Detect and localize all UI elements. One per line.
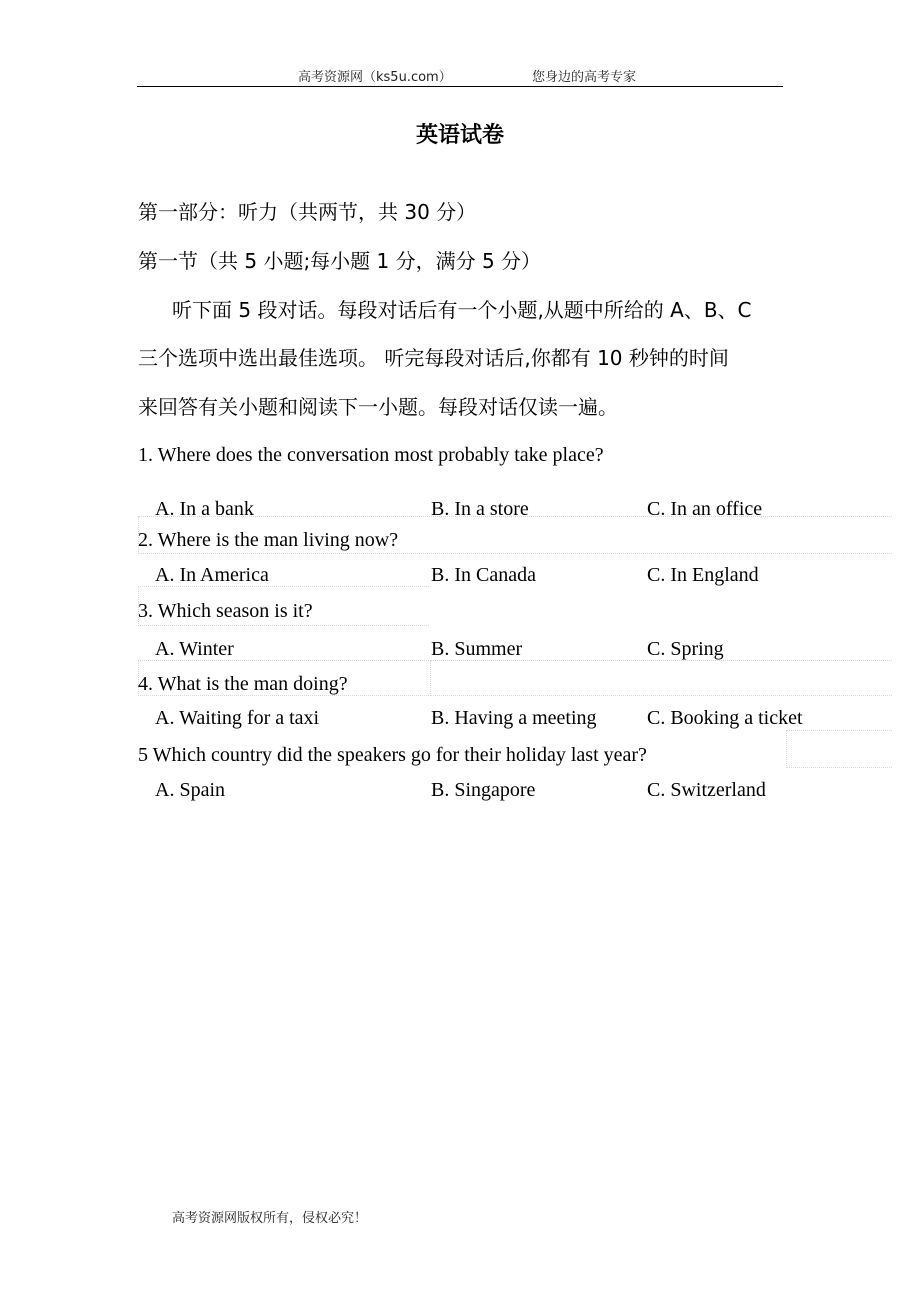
question-2-option-c: C. In England bbox=[647, 564, 759, 586]
question-1-option-b: B. In a store bbox=[431, 498, 529, 520]
header-site-name: 高考资源网（ks5u.com） bbox=[298, 70, 452, 85]
part-heading: 第一部分：听力（共两节，共 30 分） bbox=[138, 200, 477, 224]
question-5: 5 Which country did the speakers go for their holiday last year? bbox=[138, 744, 647, 766]
page-footer: 高考资源网版权所有，侵权必究！ bbox=[172, 1211, 368, 1226]
subsection-heading: 第一节（共 5 小题;每小题 1 分，满分 5 分） bbox=[138, 249, 542, 273]
question-3-option-c: C. Spring bbox=[647, 638, 724, 660]
question-2-option-b: B. In Canada bbox=[431, 564, 536, 586]
question-4: 4. What is the man doing? bbox=[138, 673, 348, 695]
instruction-line-2: 三个选项中选出最佳选项。 听完每段对话后,你都有 10 秒钟的时间 bbox=[138, 346, 729, 370]
exam-title: 英语试卷 bbox=[415, 123, 504, 148]
question-3-option-a: A. Winter bbox=[155, 638, 234, 660]
question-3: 3. Which season is it? bbox=[138, 600, 313, 622]
table-border bbox=[430, 660, 892, 696]
table-border bbox=[786, 730, 892, 768]
question-2-option-a: A. In America bbox=[155, 564, 269, 586]
question-2: 2. Where is the man living now? bbox=[138, 529, 399, 551]
question-4-option-c: C. Booking a ticket bbox=[647, 707, 803, 729]
question-1-option-c: C. In an office bbox=[647, 498, 763, 520]
question-3-option-b: B. Summer bbox=[431, 638, 523, 660]
question-1: 1. Where does the conversation most probably take place? bbox=[138, 444, 604, 466]
header-slogan: 您身边的高考专家 bbox=[532, 70, 637, 85]
question-4-option-a: A. Waiting for a taxi bbox=[155, 707, 320, 729]
question-5-option-a: A. Spain bbox=[155, 779, 225, 801]
question-5-option-b: B. Singapore bbox=[431, 779, 536, 801]
question-5-option-c: C. Switzerland bbox=[647, 779, 766, 801]
question-1-option-a: A. In a bank bbox=[155, 498, 254, 520]
question-4-option-b: B. Having a meeting bbox=[431, 707, 597, 729]
instruction-line-1: 听下面 5 段对话。每段对话后有一个小题,从题中所给的 A、B、C bbox=[172, 298, 752, 322]
instruction-line-3: 来回答有关小题和阅读下一小题。每段对话仅读一遍。 bbox=[138, 395, 618, 419]
page-header bbox=[137, 62, 783, 87]
